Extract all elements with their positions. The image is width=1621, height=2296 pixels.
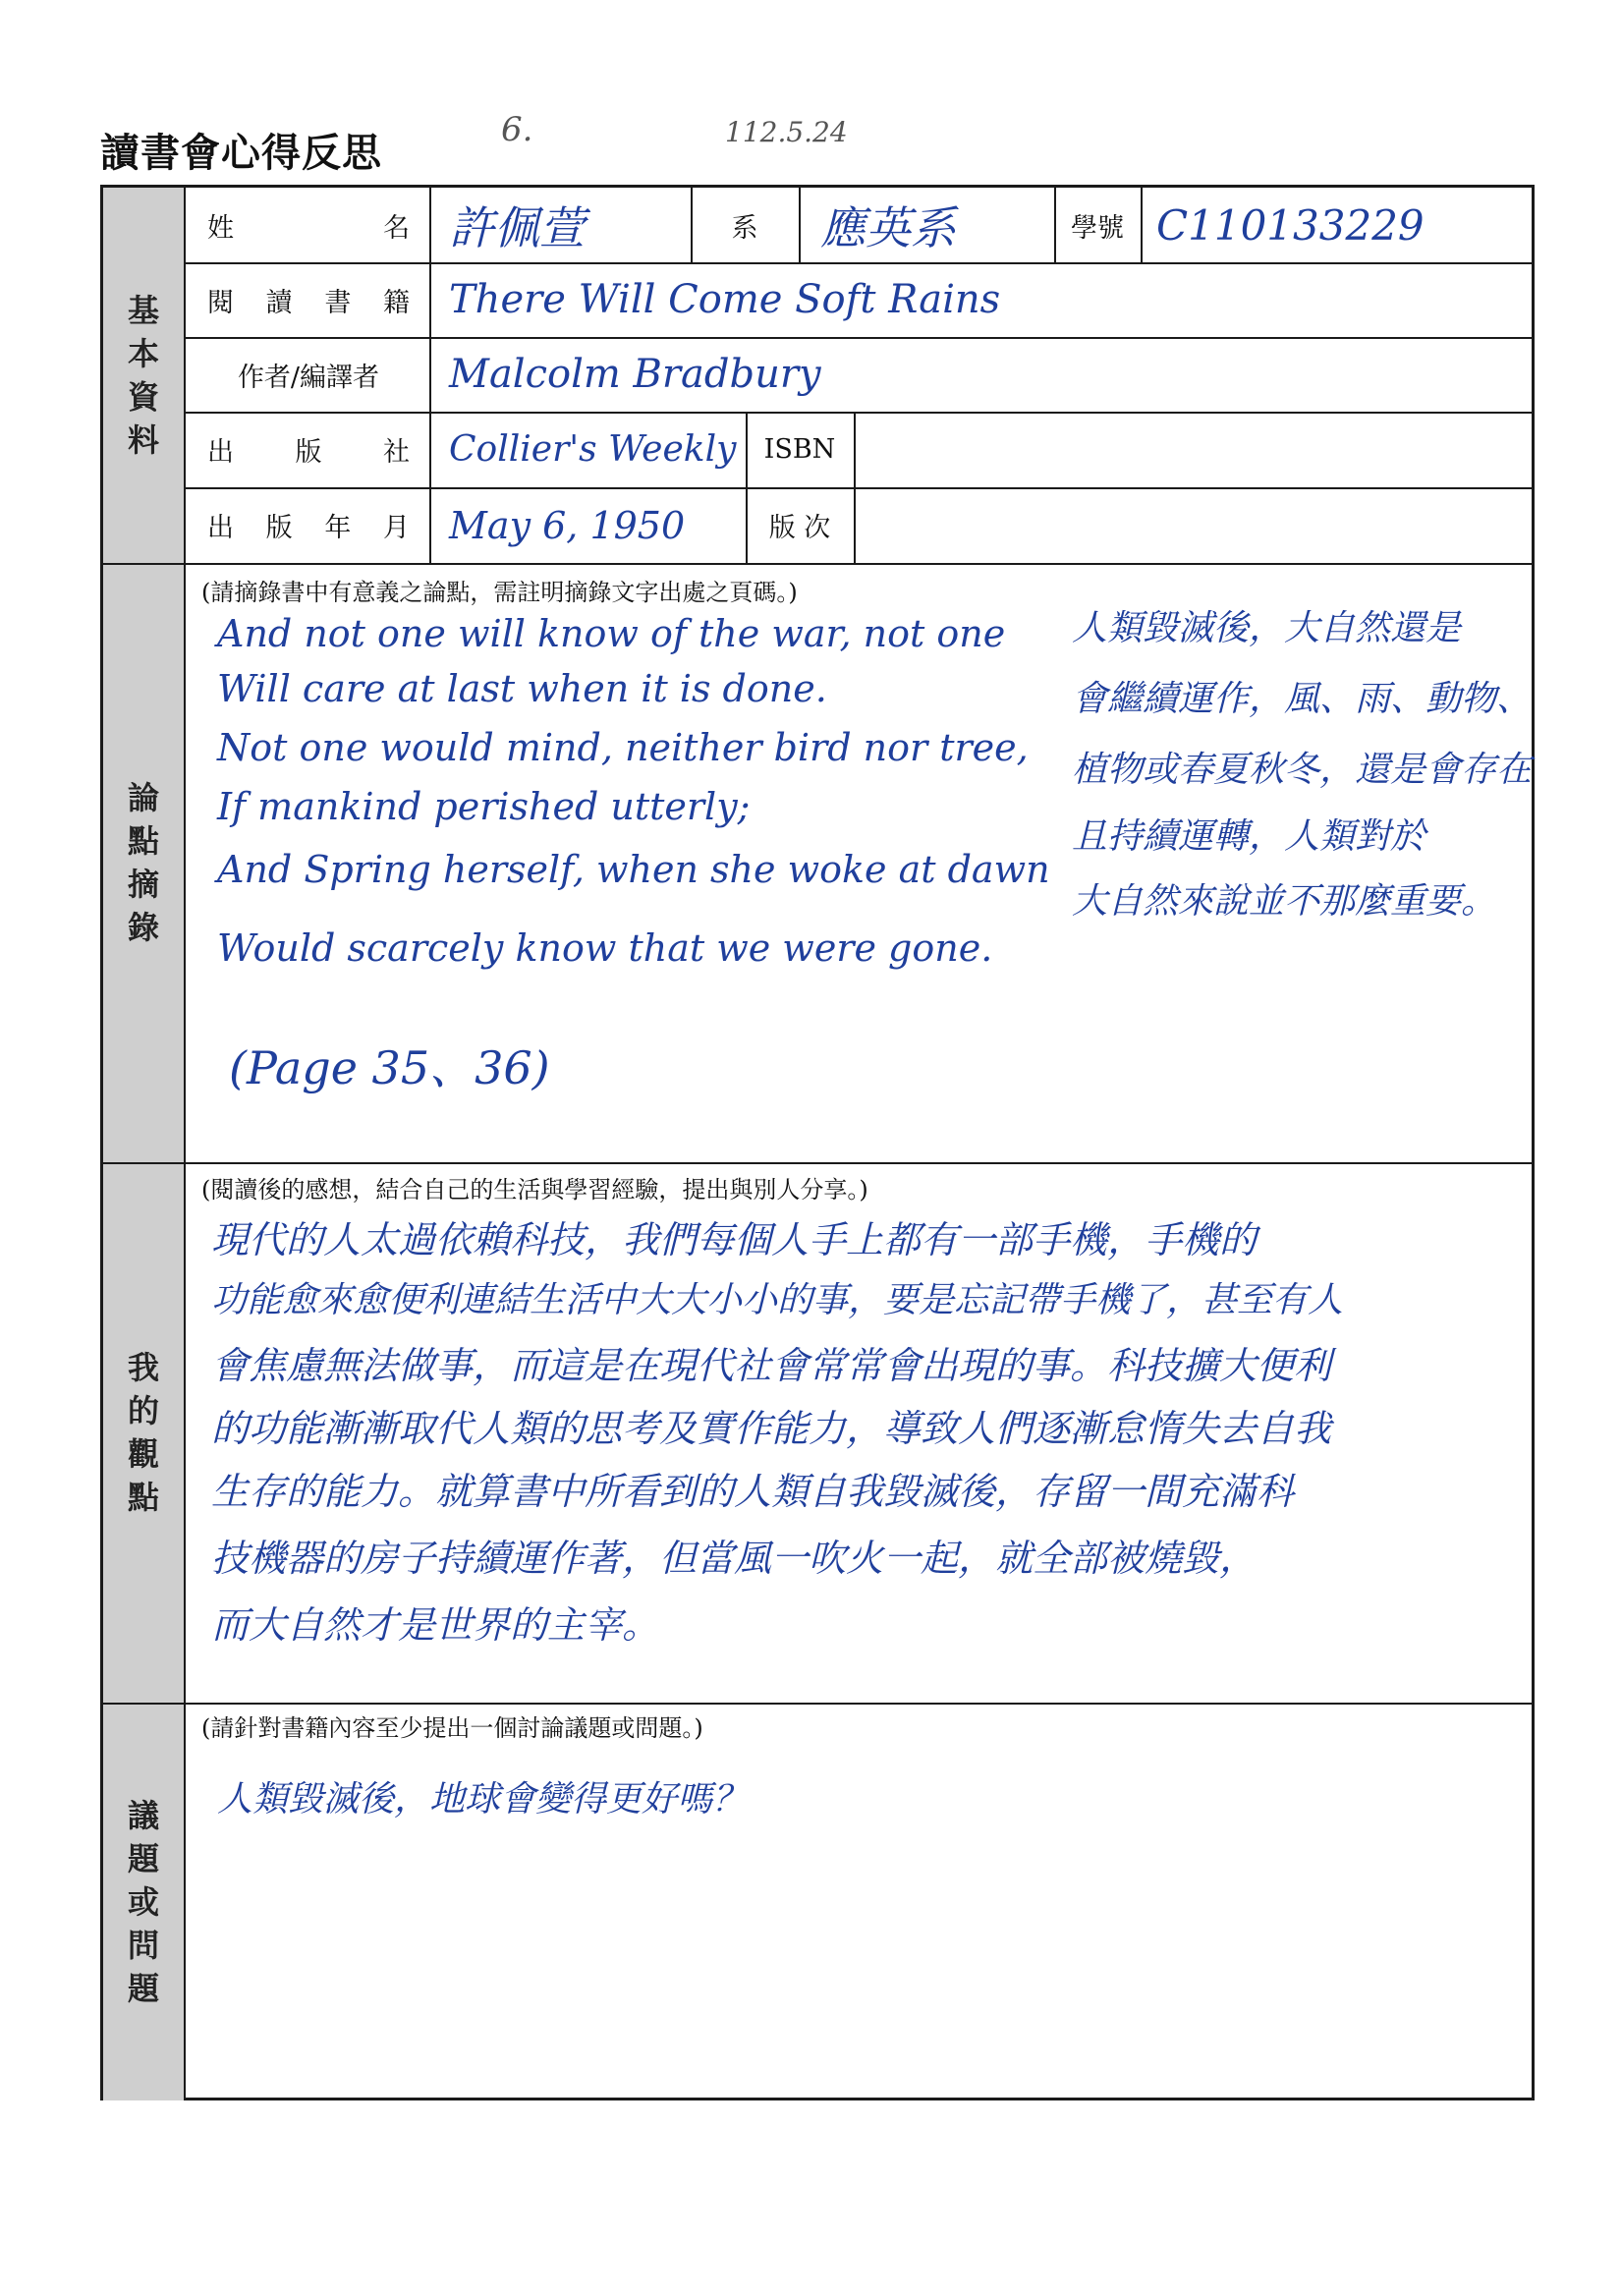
views-prompt: (閱讀後的感想，結合自己的生活與學習經驗，提出與別人分享。) (201, 1176, 868, 1204)
section-label-char: 觀 (127, 1435, 159, 1473)
quote-note-line: 大自然來說並不那麼重要。 (1072, 881, 1497, 922)
view-line: 會焦慮無法做事，而這是在現代社會常常會出現的事。科技擴大便利 (211, 1344, 1332, 1387)
quote-line: Will care at last when it is done. (217, 667, 827, 710)
author-label (207, 337, 410, 412)
book-value: There Will Come Soft Rains (449, 277, 1001, 322)
publish-date-value: May 6, 1950 (449, 503, 686, 547)
section-basic-label (103, 188, 186, 563)
quote-note-line: 人類毀滅後，大自然還是 (1072, 608, 1462, 648)
publisher-label (207, 412, 410, 487)
row-label-part: 出 (207, 437, 234, 468)
view-line: 生存的能力。就算書中所看到的人類自我毀滅後，存留一間充滿科 (211, 1470, 1295, 1513)
quote-note-line: 植物或春夏秋冬，還是會存在 (1072, 750, 1533, 790)
quote-note-line: 且持續運轉，人類對於 (1072, 816, 1426, 857)
quote-line: And Spring herself, when she woke at dawn (217, 848, 1050, 891)
isbn-label: ISBN (763, 434, 836, 465)
quote-line: If mankind perished utterly; (217, 785, 751, 828)
publish-date-label (207, 487, 410, 563)
row-label-part: 作者/編譯者 (237, 362, 380, 393)
section-label-char: 題 (127, 1969, 159, 2007)
department-value: 應英系 (820, 201, 956, 254)
name-value: 許佩萱 (449, 201, 585, 254)
row-label-part: 社 (383, 437, 410, 468)
section-label-char: 料 (127, 421, 159, 459)
section-label-char: 議 (127, 1796, 159, 1834)
view-line: 現代的人太過依賴科技，我們每個人手上都有一部手機，手機的 (211, 1218, 1258, 1261)
section-label-char: 摘 (127, 866, 159, 903)
view-line: 技機器的房子持續運作著，但當風一吹火一起，就全部被燒毀， (211, 1537, 1258, 1580)
quote-line: Would scarcely know that we were gone. (217, 926, 993, 970)
section-label-char: 點 (127, 1479, 159, 1516)
student-id-value: C110133229 (1156, 200, 1425, 250)
page-title: 讀書會心得反思 (100, 131, 382, 176)
section-issues-label (103, 1703, 186, 2100)
row-label-part: 籍 (382, 287, 410, 318)
section-views-label (103, 1162, 186, 1703)
book-label (207, 262, 410, 337)
section-label-char: 問 (127, 1926, 159, 1964)
row-label-part: 閱 (207, 287, 234, 318)
department-label: 系 (731, 212, 758, 244)
section-label-char: 題 (127, 1839, 159, 1877)
section-label-char: 我 (127, 1349, 159, 1386)
row-label-part: 書 (324, 287, 352, 318)
quote-line: Not one would mind, neither bird nor tree, (217, 726, 1029, 769)
section-label-char: 本 (127, 335, 159, 372)
quote-line: And not one will know of the war, not one (217, 612, 1006, 655)
name-label (207, 188, 410, 262)
row-label-part: 名 (383, 212, 410, 244)
row-label-part: 年 (324, 513, 352, 543)
author-value: Malcolm Bradbury (449, 352, 821, 397)
issue-line: 人類毀滅後，地球會變得更好嗎？ (217, 1779, 749, 1820)
row-label-part: 姓 (207, 212, 234, 244)
section-label-char: 的 (127, 1392, 159, 1429)
reflection-form (100, 185, 1535, 2100)
section-label-char: 或 (127, 1882, 159, 1921)
handwritten-number: 6. (501, 110, 533, 149)
edition-label: 版 次 (768, 513, 831, 543)
section-label-char: 錄 (127, 909, 159, 946)
publisher-value: Collier's Weekly (449, 429, 737, 470)
row-label-part: 版 (265, 513, 293, 543)
issues-prompt: (請針對書籍內容至少提出一個討論議題或問題。) (201, 1714, 703, 1742)
row-label-part: 讀 (265, 287, 293, 318)
student-id-label: 學號 (1071, 212, 1124, 244)
quote-note-line: 會繼續運作，風、雨、動物、 (1072, 679, 1533, 719)
quote-page-reference: (Page 35、36) (229, 1041, 550, 1094)
section-label-char: 點 (127, 822, 159, 860)
section-label-char: 論 (127, 779, 159, 816)
quotes-prompt: (請摘錄書中有意義之論點，需註明摘錄文字出處之頁碼。) (201, 579, 798, 606)
view-line: 的功能漸漸取代人類的思考及實作能力，導致人們逐漸怠惰失去自我 (211, 1407, 1332, 1450)
row-label-part: 出 (207, 513, 234, 543)
view-line: 而大自然才是世界的主宰。 (211, 1603, 660, 1647)
handwritten-date: 112.5.24 (725, 116, 848, 148)
row-label-part: 月 (382, 513, 410, 543)
section-label-char: 資 (127, 378, 159, 416)
section-quotes-label (103, 563, 186, 1162)
section-label-char: 基 (127, 292, 159, 329)
row-label-part: 版 (295, 437, 322, 468)
view-line: 功能愈來愈便利連結生活中大大小小的事，要是忘記帶手機了，甚至有人 (211, 1280, 1344, 1320)
